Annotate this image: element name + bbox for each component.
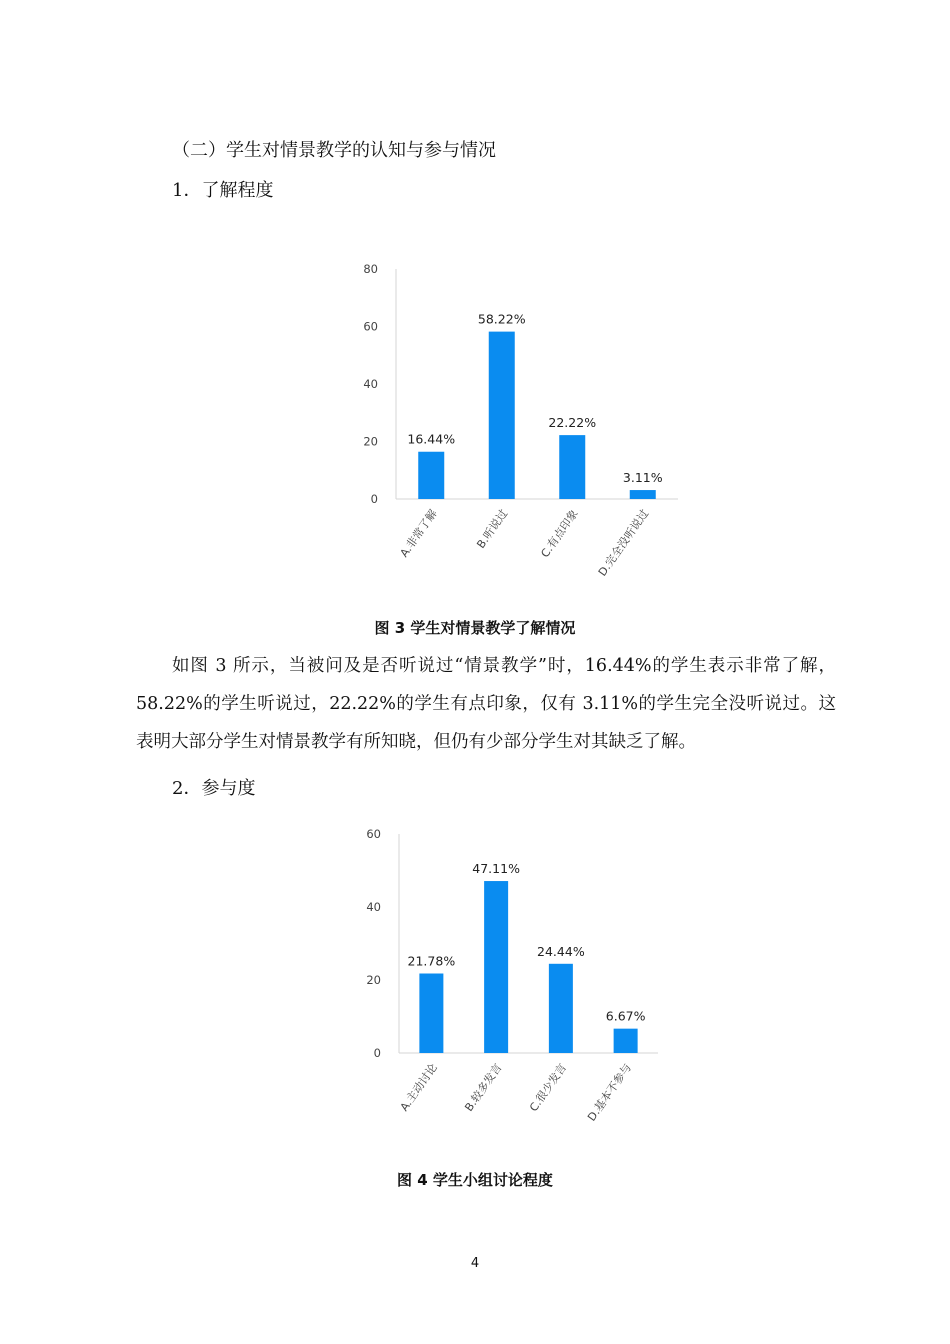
fig3-category-label: A.非常了解 [397, 507, 440, 560]
fig4-category-label: A.主动讨论 [397, 1061, 440, 1114]
fig3-y-tick-label: 80 [363, 262, 378, 276]
fig3-bar [489, 332, 515, 499]
fig3-data-label: 16.44% [407, 431, 456, 447]
fig4-category-label: D.基本不参与 [585, 1061, 635, 1124]
fig3-data-label: 3.11% [622, 470, 663, 486]
body-paragraph [136, 647, 836, 761]
fig3-category-label: D.完全没听说过 [595, 507, 652, 579]
figure-4-caption: 图 4 学生小组讨论程度 [397, 1171, 553, 1189]
fig4-y-tick-label: 60 [366, 827, 381, 841]
fig3-bar [418, 452, 444, 499]
fig3-y-tick-label: 40 [363, 377, 378, 391]
fig3-bar [559, 435, 585, 499]
fig4-data-label: 24.44% [537, 943, 585, 959]
fig4-bar [484, 881, 508, 1053]
paragraph-text: 如图 3 所示，当被问及是否听说过“情景教学”时，16.44%的学生表示非常了解，58.22%的学生听说过，22.22%的学生有点印象，仅有 3.11%的学生完全没听说过。这表明大部分学生对情景教学有所知晓，但仍有少部分学生对其缺乏了解。 [136, 656, 836, 752]
fig4-data-label: 6.67% [605, 1008, 646, 1024]
fig3-category-label: B.听说过 [474, 507, 511, 551]
fig4-y-tick-label: 0 [373, 1046, 381, 1060]
page-number: 4 [470, 1256, 480, 1271]
fig3-data-label: 58.22% [477, 311, 526, 327]
section-heading: （二）学生对情景教学的认知与参与情况 [172, 140, 496, 161]
fig3-y-tick-label: 60 [363, 319, 378, 334]
fig4-y-tick-label: 40 [366, 900, 381, 914]
fig3-category-label: C.有点印象 [538, 507, 581, 560]
fig4-bar [614, 1029, 638, 1053]
fig3-y-tick-label: 20 [363, 434, 378, 449]
subsection-title-awareness: 1．了解程度 [172, 180, 274, 201]
figure-3-caption: 图 3 学生对情景教学了解情况 [374, 619, 576, 637]
fig4-bar [549, 964, 573, 1053]
subsection-title-participation: 2．参与度 [172, 778, 256, 799]
fig4-data-label: 21.78% [407, 953, 456, 969]
fig4-data-label: 47.11% [472, 861, 520, 877]
awareness-bar-chart [340, 250, 700, 590]
fig4-y-tick-label: 20 [366, 973, 381, 987]
fig3-bar [630, 490, 656, 499]
fig3-y-tick-label: 0 [370, 492, 378, 506]
fig4-bar [419, 974, 443, 1053]
fig3-data-label: 22.22% [548, 415, 597, 431]
fig4-category-label: B.较多发言 [462, 1061, 505, 1114]
participation-bar-chart [340, 815, 680, 1135]
fig4-category-label: C.很少发言 [527, 1061, 570, 1114]
